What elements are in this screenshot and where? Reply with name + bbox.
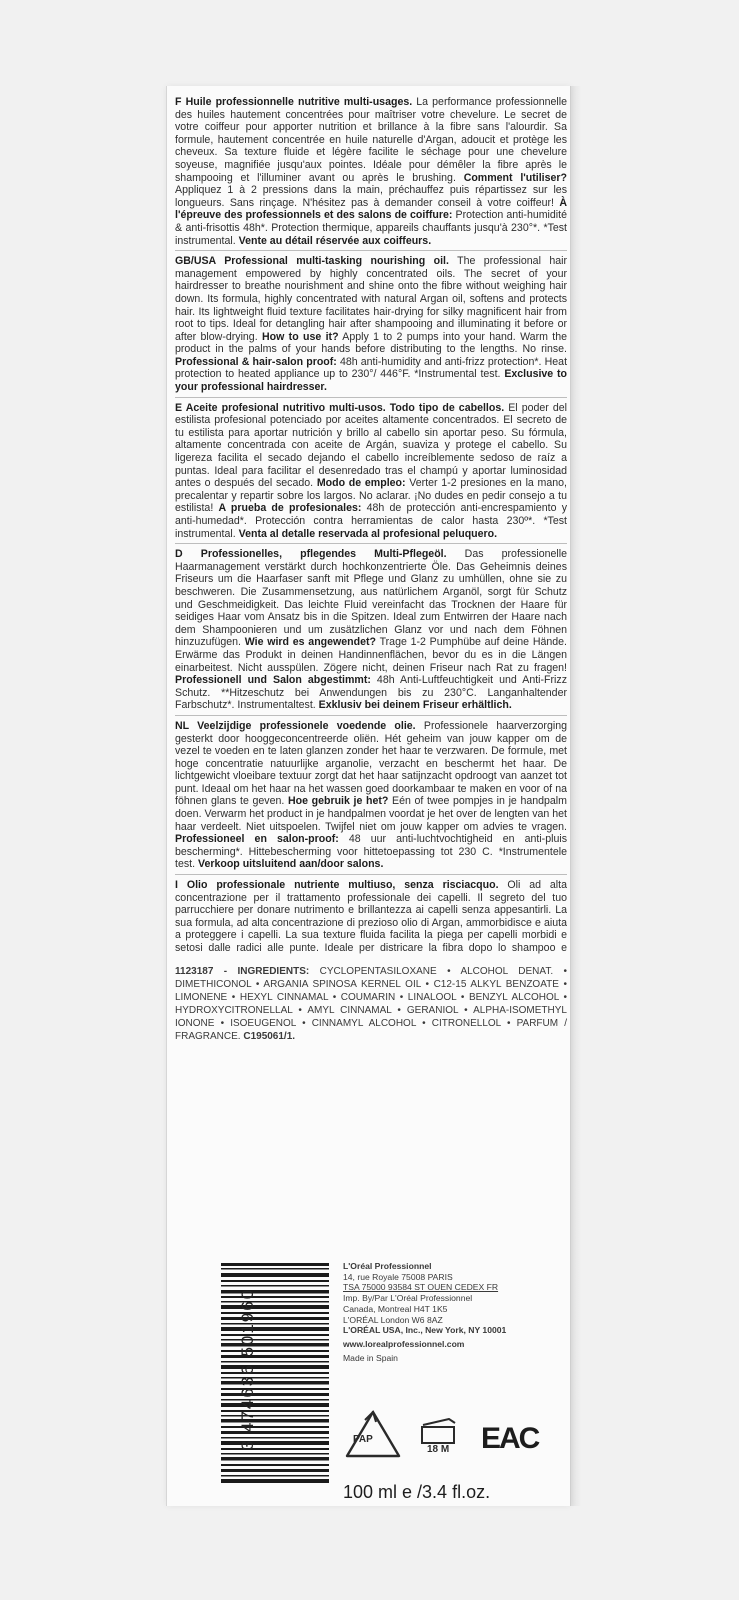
dutch-usage-heading: Hoe gebruik je het? [287, 795, 389, 808]
spanish-retail-note: Venta al detalle reservada al profesional peluquero. [238, 527, 498, 540]
french-usage: Appliquez 1 à 2 pressions dans la main, préchauffez puis répartissez sur les longueurs. Sans rinçage. N'hésitez pas à demander conseil à votre coiffeur! [175, 184, 567, 209]
website: www.lorealprofessionnel.com [343, 1338, 465, 1349]
italian-heading: I Olio professionale nutriente multiuso, senza risciacquo. [175, 879, 499, 892]
german-retail-note: Exklusiv bei deinem Friseur erhältlich. [318, 699, 512, 712]
address-line: L'ORÉAL London W6 8AZ [343, 1314, 443, 1325]
italian-body: Oli ad alta concentrazione per il trattamento professionale dei capelli. Il segreto del tuo parrucchiere per donare nutrimento e brillantezza ai capelli senza appesantirli. La sua formula, ad alta concentrazione di prezioso olio di Argan, ammorbidisce e aiuta a proteggere i capelli. La sua texture fluida facilita la piega per capelli morbidi e setosi dalle radici alle punte. Ideale per districare la fibra dopo lo shampoo e [175, 879, 567, 954]
german-proof-heading: Professionell und Salon abgestimmt: [175, 674, 371, 687]
address-line: Imp. By/Par L'Oréal Professionnel [343, 1293, 473, 1304]
dutch-usage: Eén of twee pompjes in je handpalm doen. Verwarm het product in je handpalmen voordat je het over de lengten van het haar verdeelt. Niet uitspoelen. Twijfel niet om jouw kapper om advies te vragen. [175, 795, 567, 833]
period-after-opening-label: 18 M [427, 1444, 450, 1455]
french-heading: F Huile professionnelle nutritive multi-usages. [175, 96, 413, 108]
spanish-proof-heading: A prueba de profesionales: [218, 502, 362, 515]
spanish-heading: E Aceite profesional nutritivo multi-usos. Todo tipo de cabellos. [175, 401, 505, 414]
german-section [175, 548, 567, 712]
ingredients-code: C195061/1. [243, 1031, 296, 1043]
spanish-usage-heading: Modo de empleo: [316, 477, 406, 490]
spanish-usage: Verter 1-2 presiones en la mano, precalentar y repartir sobre los largos. No aclarar. ¡No dudes en pedir consejo a tu estilista! [175, 477, 567, 515]
origin: Made in Spain [343, 1352, 398, 1363]
dutch-proof: 48 uur anti-luchtvochtigheid en anti-pluis bescherming*. Hittebescherming voor hittetoepassing tot 230 C. *Instrumentele test. [175, 833, 567, 871]
address-line: Canada, Montreal H4T 1K5 [343, 1303, 448, 1314]
dutch-section [175, 720, 567, 871]
ingredients-text: CYCLOPENTASILOXANE • ALCOHOL DENAT. • DIMETHICONOL • ARGANIA SPINOSA KERNEL OIL • C12-15 ALKYL BENZOATE • LIMONENE • HEXYL CINNAMAL • COUMARIN • LINALOOL • BENZYL ALCOHOL • HYDROXYCITRONELLAL • AMYL CINNAMAL • GERANIOL • ALPHA-ISOMETHYL IONONE • ISOEUGENOL • CINNAMYL ALCOHOL • CITRONELLOL • PARFUM / FRAGRANCE. [175, 966, 568, 1043]
recycle-triangle-icon [343, 1408, 403, 1460]
divider [175, 250, 567, 251]
french-retail-note: Vente au détail réservée aux coiffeurs. [238, 234, 432, 247]
packaging-symbols [341, 1408, 571, 1470]
address-company: L'Oréal Professionnel [343, 1261, 432, 1271]
spanish-body: El poder del estilista profesional potenciado por aceites altamente concentrados. El secreto de tu estilista para aportar nutrición y brillo al cabello sin aportar peso. Su fórmula, altamente concentrada con aceite de Argán, suaviza y protege el cabello. Su ligereza facilita el secado dejando el cabello increíblemente sedoso de raíz a puntas. Ideal para facilitar el desenredado tras el champú y aportar luminosidad antes o después del secado. [175, 401, 567, 490]
manufacturer-address [343, 1261, 563, 1363]
french-section [175, 96, 567, 247]
english-retail-note: Exclusive to your professional hairdresser. [175, 368, 568, 394]
dutch-body: Professionele haarverzorging gesterkt door hooggeconcentreerde oliën. Hét geheim van jouw kapper om de vezel te voeden en te laten glanzen zonder het haar te verzwaren. De formule, met hoge concentratie natuurlijke arganolie, verzacht en beschermt het haar. De lichtgewicht vloeibare textuur zorgt dat het haar satijnzacht opdroogt van aanzet tot punt. Ideaal om het haar na het wassen goed doorkambaar te maken en voor of na föhnen glans te geven. [175, 719, 567, 808]
english-proof: 48h anti-humidity and anti-frizz protection*. Heat protection to heated appliance up to 230°/ 446°F. *Instrumental test. [175, 355, 568, 381]
french-proof: Protection anti-humidité & anti-frisottis 48h*. Protection thermique, appareils chauffants jusqu'à 230°*. *Test instrumental. [175, 209, 567, 247]
english-usage-heading: How to use it? [261, 330, 339, 343]
french-usage-heading: Comment l'utiliser? [463, 171, 567, 184]
german-usage-heading: Wie wird es angewendet? [244, 636, 376, 649]
open-jar-icon [419, 1418, 459, 1444]
divider [175, 874, 567, 875]
barcode-number: 3 474636 501960 [238, 1287, 257, 1451]
net-volume: 100 ml e /3.4 fl.oz. [343, 1482, 491, 1502]
address-line: L'ORÉAL USA, Inc., New York, NY 10001 [343, 1325, 507, 1336]
italian-section [175, 879, 567, 955]
product-description [175, 96, 567, 1053]
address-line: TSA 75000 93584 ST OUEN CEDEX FR [343, 1282, 499, 1293]
address-line: 14, rue Royale 75008 PARIS [343, 1271, 453, 1282]
english-usage: Apply 1 to 2 pumps into your hand. Warm the product in the palms of your hands before distributing to the lengths. No rinse. [175, 330, 567, 356]
barcode-bars-icon [191, 1259, 329, 1487]
box-side-shadow [571, 86, 581, 1506]
divider [175, 543, 567, 544]
barcode [191, 1259, 329, 1487]
ingredients-list [175, 965, 567, 1043]
spanish-proof: 48h de protección anti-encrespamiento y anti-humedad*. Protección contra herramientas de calor hasta 230º*. *Test instrumental. [175, 502, 567, 540]
english-section [175, 255, 567, 394]
english-body: The professional hair management empowered by highly concentrated oils. The secret of your hairdresser to breathe nourishment and shine onto the fibre without weighing hair down. Its formula, highly concentrated with natural Argan oil, softens and protects hair. Its lightweight fluid texture facilitates hair-drying for silky magnificent hair from root to tips. Ideal for detangling hair after shampooing and illuminating it before or after blow-drying. [175, 255, 567, 343]
spanish-section [175, 402, 567, 541]
german-usage: Trage 1-2 Pumphübe auf deine Hände. Erwärme das Produkt in deinen Handinnenflächen, bevor du es in die Längen einarbeitest. Nicht ausspülen. Zögere nicht, deinen Friseur nach Rat zu fragen! [175, 636, 567, 674]
pap-label: PAP [353, 1434, 373, 1445]
german-body: Das professionelle Haarmanagement verstärkt durch hochkonzentrierte Öle. Das Geheimnis deines Friseurs um die Haarfaser sanft mit Pflege und Glanz zu umhüllen, ohne sie zu beschweren. Die Zusammensetzung, aus natürlichem Arganöl, sorgt für Schutz und Geschmeidigkeit. Das leichte Fluid vereinfacht das Trocknen der Haare für seidiges Haar vom Ansatz bis in die Spitzen. Ideal zum Entwirren der Haare nach dem Shampoonieren und um zusätzlichen Glanz vor und nach dem Föhnen hinzuzufügen. [175, 548, 567, 649]
product-box-back-panel [166, 86, 571, 1506]
french-body: La performance professionnelle des huiles hautement concentrées pour maîtriser votre chevelure. Le secret de votre coiffeur pour apporter nutrition et brillance à la fibre sans l'alourdir. Sa formule, hautement concentrée en huile naturelle d'Argan, adoucit et protège les cheveux. Sa texture fluide et légère facilite le séchage pour une chevelure soyeuse, magnifiée jusqu'aux pointes. Idéale pour démêler la fibre après le shampooing et l'illuminer avant ou après le brushing. [175, 96, 568, 184]
dutch-proof-heading: Professioneel en salon-proof: [175, 833, 339, 846]
dutch-heading: NL Veelzijdige professionele voedende olie. [175, 719, 416, 732]
dutch-retail-note: Verkoop uitsluitend aan/door salons. [197, 858, 384, 871]
ingredients-label: 1123187 - INGREDIENTS: [175, 966, 310, 978]
english-proof-heading: Professional & hair-salon proof: [175, 355, 337, 368]
divider [175, 715, 567, 716]
eac-mark: EAC [481, 1422, 539, 1455]
english-heading: GB/USA Professional multi-tasking nourishing oil. [175, 255, 449, 268]
divider [175, 397, 567, 398]
french-proof-heading: À l'épreuve des professionnels et des salons de coiffure: [175, 196, 567, 222]
german-heading: D Professionelles, pflegendes Multi-Pflegeöl. [175, 548, 447, 561]
german-proof: 48h Anti-Luftfeuchtigkeit und Anti-Frizz Schutz. **Hitzeschutz bei Anwendungen bis zu 230°C. Langanhaltender Farbschutz*. Instrumentaltest. [175, 674, 567, 712]
